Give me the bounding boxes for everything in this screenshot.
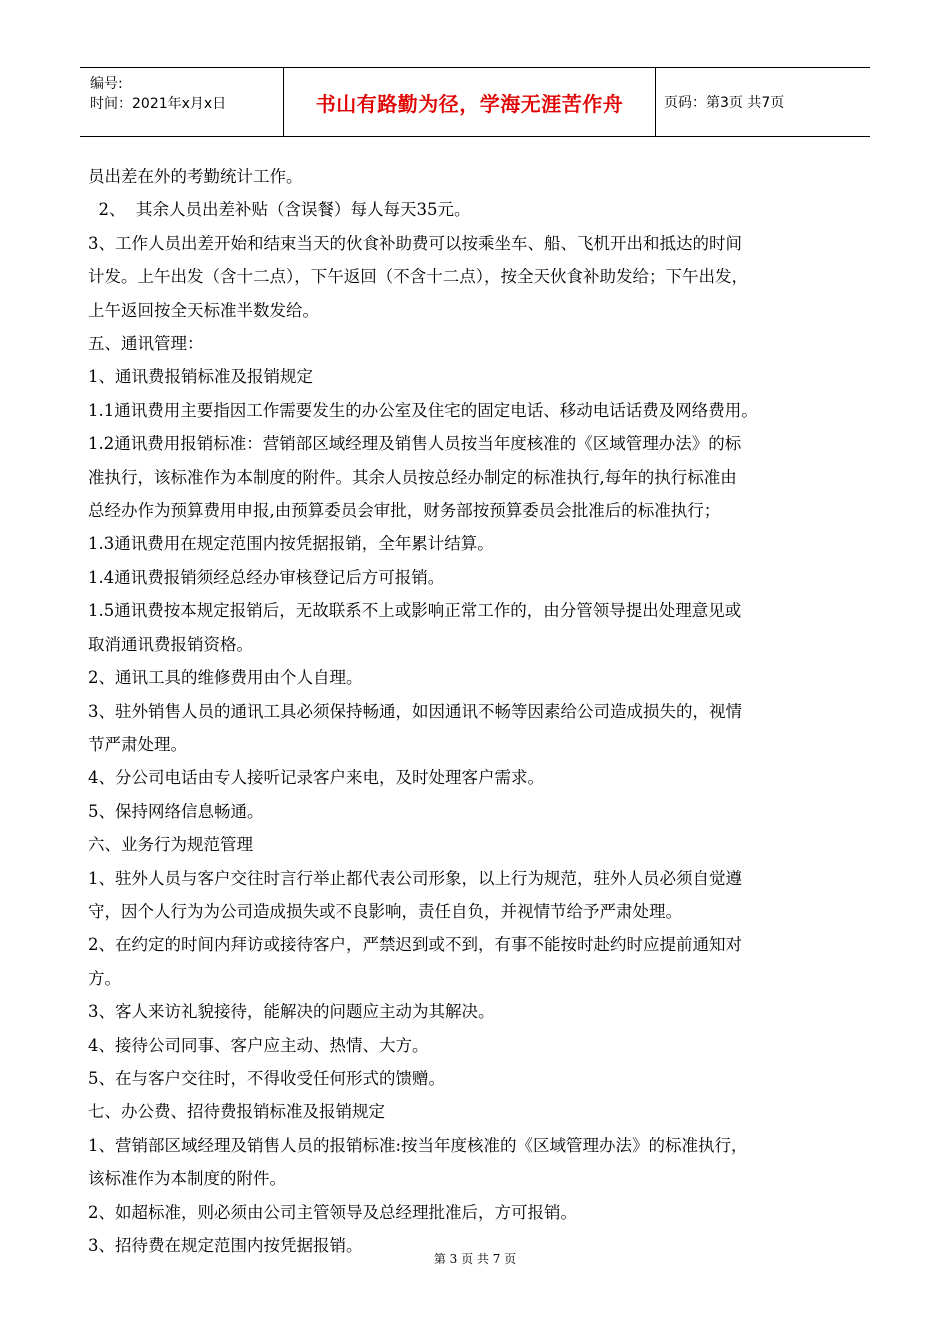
text-line: 1、营销部区域经理及销售人员的报销标准:按当年度核准的《区域管理办法》的标准执行， [88, 1135, 748, 1155]
header-motto: 书山有路勤为径，学海无涯苦作舟 [284, 68, 656, 136]
text-line: 取消通讯费报销资格。 [88, 634, 253, 654]
text-line: 3、招待费在规定范围内按凭据报销。 [88, 1236, 363, 1255]
text-line: 守，因个人行为为公司造成损失或不良影响，责任自负，并视情节给予严肃处理。 [88, 901, 682, 921]
text-line: 3、驻外销售人员的通讯工具必须保持畅通，如因通讯不畅等因素给公司造成损失的，视情 [88, 701, 742, 721]
text-line: 3、工作人员出差开始和结束当天的伙食补助费可以按乘坐车、船、飞机开出和抵达的时间 [88, 233, 742, 253]
text-line: 1、驻外人员与客户交往时言行举止都代表公司形象，以上行为规范，驻外人员必须自觉遵 [88, 868, 742, 888]
time-label: 时间：2021年x月x日 [90, 96, 227, 112]
text-line: 1、通讯费报销标准及报销规定 [88, 367, 313, 387]
text-line: 1.4通讯费报销须经总经办审核登记后方可报销。 [88, 567, 445, 587]
text-line: 五、通讯管理： [88, 334, 204, 354]
text-line: 该标准作为本制度的附件。 [88, 1169, 286, 1189]
text-line: 2、 其余人员出差补贴（含误餐）每人每天35元。 [88, 200, 471, 220]
text-line: 4、分公司电话由专人接听记录客户来电，及时处理客户需求。 [88, 768, 544, 788]
text-line: 3、客人来访礼貌接待，能解决的问题应主动为其解决。 [88, 1002, 495, 1022]
text-line: 5、在与客户交往时，不得收受任何形式的馈赠。 [88, 1068, 445, 1088]
page-header [80, 67, 870, 137]
text-line: 六、业务行为规范管理 [88, 835, 253, 855]
number-label: 编号: [90, 76, 123, 92]
text-line: 方。 [88, 968, 121, 988]
header-page-label: 页码：第3页 共7页 [664, 95, 785, 111]
text-line: 七、办公费、招待费报销标准及报销规定 [88, 1102, 385, 1122]
text-line: 准执行，该标准作为本制度的附件。其余人员按总经办制定的标准执行,每年的执行标准由 [88, 467, 737, 487]
text-line: 总经办作为预算费用申报,由预算委员会审批，财务部按预算委员会批准后的标准执行； [88, 501, 721, 521]
text-line: 1.1通讯费用主要指因工作需要发生的办公室及住宅的固定电话、移动电话话费及网络费用。 [88, 400, 758, 420]
text-line: 计发。上午出发（含十二点），下午返回（不含十二点），按全天伙食补助发给；下午出发， [88, 267, 748, 287]
page-footer: 第 3 页 共 7 页 [433, 1252, 517, 1266]
document-body [88, 160, 874, 1262]
text-line: 1.3通讯费用在规定范围内按凭据报销，全年累计结算。 [88, 534, 494, 554]
text-line: 1.2通讯费用报销标准：营销部区域经理及销售人员按当年度核准的《区域管理办法》的标 [88, 434, 742, 454]
text-line: 1.5通讯费按本规定报销后，无故联系不上或影响正常工作的，由分管领导提出处理意见或 [88, 601, 742, 621]
text-line: 员出差在外的考勤统计工作。 [88, 167, 303, 186]
text-line: 2、在约定的时间内拜访或接待客户，严禁迟到或不到，有事不能按时赴约时应提前通知对 [88, 935, 742, 955]
text-line: 2、通讯工具的维修费用由个人自理。 [88, 668, 363, 688]
text-line: 5、保持网络信息畅通。 [88, 801, 264, 821]
header-meta [80, 68, 284, 136]
text-line: 节严肃处理。 [88, 734, 187, 754]
text-line: 上午返回按全天标准半数发给。 [88, 300, 319, 320]
text-line: 2、如超标准，则必须由公司主管领导及总经理批准后，方可报销。 [88, 1202, 577, 1222]
text-line: 4、接待公司同事、客户应主动、热情、大方。 [88, 1035, 429, 1055]
